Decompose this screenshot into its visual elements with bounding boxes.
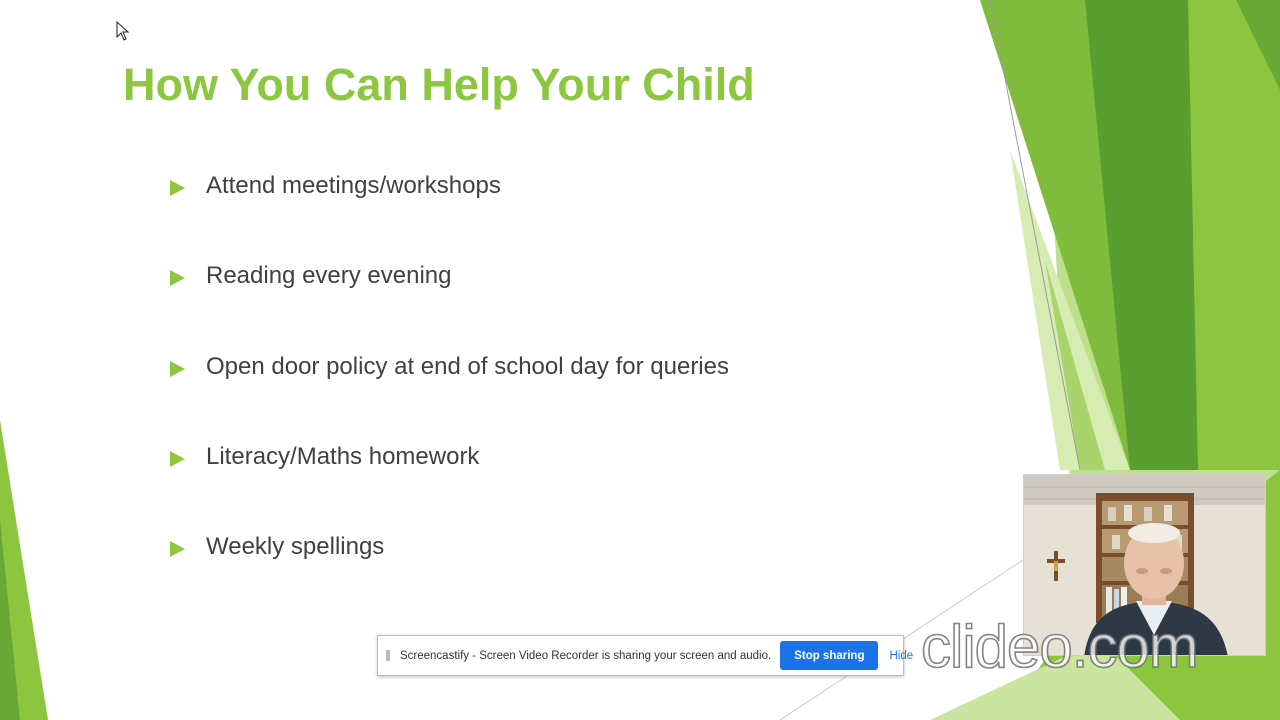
deco-facet-4 [1188,0,1280,470]
bullet-item [170,346,729,436]
bullet-item [170,255,729,345]
bullet-item [170,165,729,255]
bullet-text: Weekly spellings [206,533,385,561]
screen-share-bar [377,635,914,676]
bullet-item [170,526,729,616]
hide-link[interactable]: Hide [889,649,914,662]
bullet-text: Open door policy at end of school day for queries [206,352,729,380]
triangle-bullet-icon [170,180,185,196]
mouse-pointer-icon [116,21,130,41]
clideo-watermark: clideo.com [921,613,1198,680]
triangle-bullet-icon [170,270,185,286]
triangle-bullet-icon [170,361,185,377]
triangle-bullet-icon [170,451,185,467]
bullet-text: Attend meetings/workshops [206,172,501,199]
bullet-text: Literacy/Maths homework [206,442,480,470]
stop-sharing-button[interactable]: Stop sharing [780,641,878,670]
share-message: Screencastify - Screen Video Recorder is sharing your screen and audio. [400,649,772,662]
triangle-bullet-icon [170,541,185,557]
drag-handle-icon[interactable] [386,650,390,661]
bullet-list [170,165,729,616]
bullet-text: Reading every evening [206,262,452,290]
slide-title: How You Can Help Your Child [123,59,755,110]
bullet-item [170,436,729,526]
